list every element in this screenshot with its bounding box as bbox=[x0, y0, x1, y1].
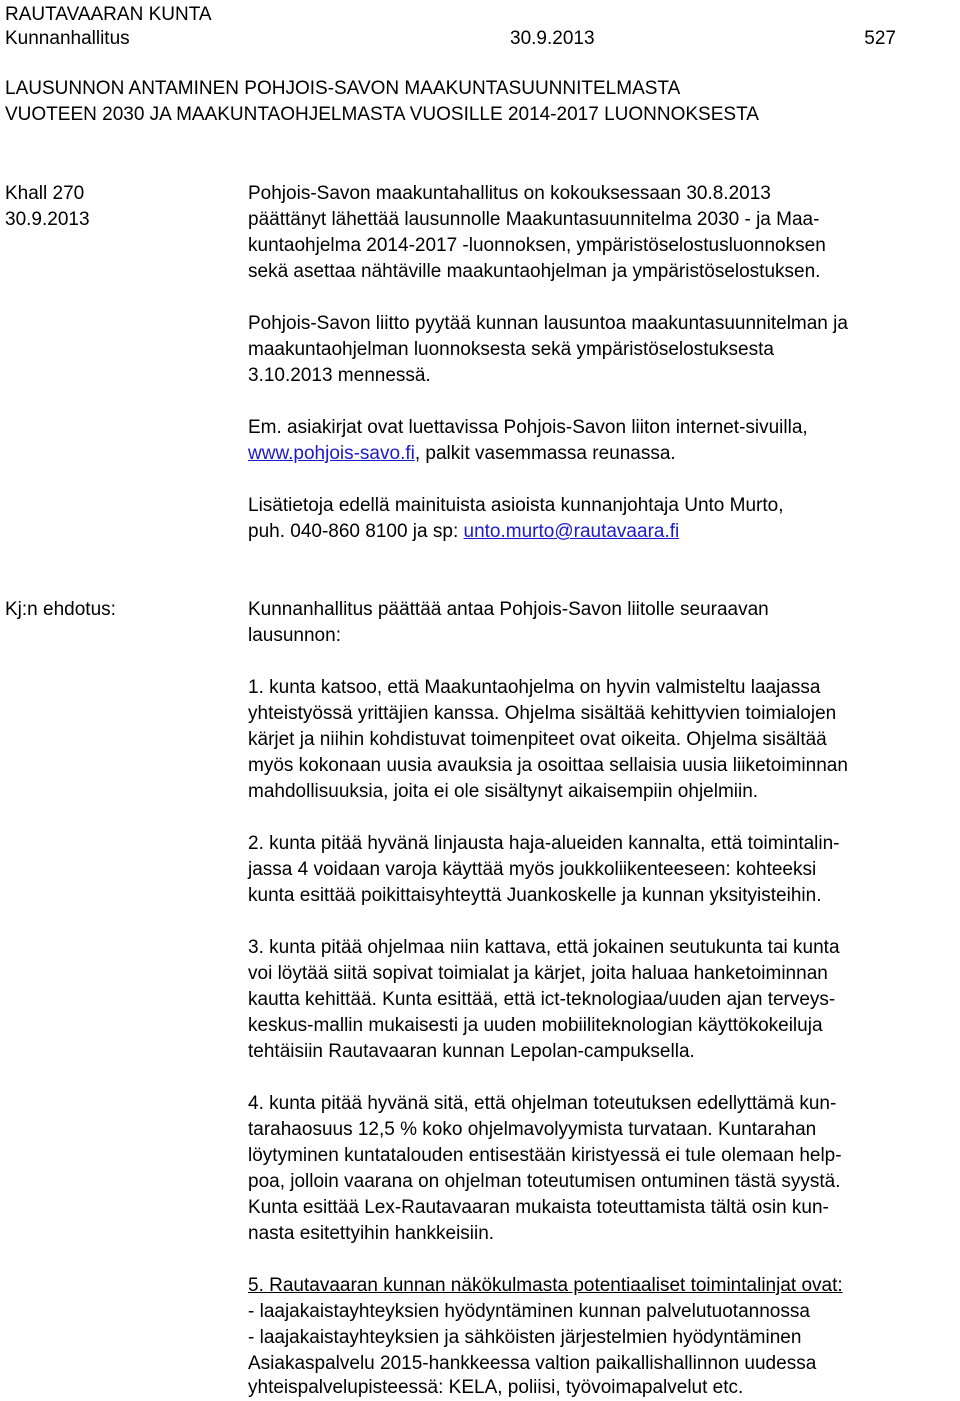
reference-date: 30.9.2013 bbox=[5, 209, 90, 230]
point3-line-1: 3. kunta pitää ohjelmaa niin kattava, että jokainen seutukunta tai kunta bbox=[248, 937, 840, 958]
proposal-label: Kj:n ehdotus: bbox=[5, 599, 116, 620]
intro-line-2: päättänyt lähettää lausunnolle Maakuntasuunnitelma 2030 - ja Maa- bbox=[248, 209, 820, 230]
point4-line-5: Kunta esittää Lex-Rautavaaran mukaista toteuttamista tältä osin kun- bbox=[248, 1197, 829, 1218]
point3-line-2: voi löytää siitä sopivat toimialat ja kärjet, joita haluaa hanketoiminnan bbox=[248, 963, 828, 984]
document-title-line-2: VUOTEEN 2030 JA MAAKUNTAOHJELMASTA VUOSILLE 2014-2017 LUONNOKSESTA bbox=[5, 104, 759, 125]
contact-phone-text: puh. 040-860 8100 ja sp: bbox=[248, 521, 464, 542]
docs-line-2 bbox=[248, 441, 676, 467]
docs-line-1: Em. asiakirjat ovat luettavissa Pohjois-Savon liiton internet-sivuilla, bbox=[248, 417, 808, 438]
meeting-date: 30.9.2013 bbox=[510, 28, 595, 49]
point5-line-4: yhteispalvelupisteessä: KELA, poliisi, työvoimapalvelut etc. bbox=[248, 1377, 744, 1398]
point1-line-1: 1. kunta katsoo, että Maakuntaohjelma on hyvin valmisteltu laajassa bbox=[248, 677, 821, 698]
proposal-line-2: lausunnon: bbox=[248, 625, 341, 646]
page-number: 527 bbox=[864, 28, 896, 49]
reference-number: Khall 270 bbox=[5, 183, 85, 204]
point4-line-2: tarahaosuus 12,5 % koko ohjelmavolyymista turvataan. Kuntarahan bbox=[248, 1119, 817, 1140]
point5-heading: 5. Rautavaaran kunnan näkökulmasta potentiaaliset toimintalinjat ovat: bbox=[248, 1275, 843, 1296]
docs-line-2-text: , palkit vasemmassa reunassa. bbox=[414, 443, 676, 464]
document-title-line-1: LAUSUNNON ANTAMINEN POHJOIS-SAVON MAAKUNTASUUNNITELMASTA bbox=[5, 78, 681, 99]
intro-line-1: Pohjois-Savon maakuntahallitus on kokouksessaan 30.8.2013 bbox=[248, 183, 771, 204]
point2-line-1: 2. kunta pitää hyvänä linjausta haja-alueiden kannalta, että toimintalin- bbox=[248, 833, 840, 854]
point1-line-4: myös kokonaan uusia avauksia ja osoittaa sellaisia uusia liiketoiminnan bbox=[248, 755, 848, 776]
point4-line-3: löytyminen kuntatalouden entisestään kiristyessä ei tule olemaan help- bbox=[248, 1145, 842, 1166]
contact-line-2 bbox=[248, 519, 679, 545]
point4-line-6: nasta esitettyihin hankkeisiin. bbox=[248, 1223, 495, 1244]
website-link[interactable]: www.pohjois-savo.fi bbox=[248, 443, 415, 464]
point4-line-4: poa, jolloin vaarana on ohjelman toteutumisen ontuminen tästä syystä. bbox=[248, 1171, 841, 1192]
point1-line-2: yhteistyössä yrittäjien kanssa. Ohjelma sisältää kehittyvien toimialojen bbox=[248, 703, 837, 724]
point3-line-4: keskus-mallin mukaisesti ja uuden mobiiliteknologian käyttökokeiluja bbox=[248, 1015, 823, 1036]
point5-line-2: - laajakaistayhteyksien ja sähköisten järjestelmien hyödyntäminen bbox=[248, 1327, 802, 1348]
governing-body: Kunnanhallitus bbox=[5, 28, 130, 49]
request-line-1: Pohjois-Savon liitto pyytää kunnan lausuntoa maakuntasuunnitelman ja bbox=[248, 313, 848, 334]
point4-line-1: 4. kunta pitää hyvänä sitä, että ohjelman toteutuksen edellyttämä kun- bbox=[248, 1093, 837, 1114]
intro-line-3: kuntaohjelma 2014-2017 -luonnoksen, ympäristöselostusluonnoksen bbox=[248, 235, 826, 256]
request-line-3: 3.10.2013 mennessä. bbox=[248, 365, 431, 386]
point2-line-3: kunta esittää poikittaisyhteyttä Juankoskelle ja kunnan yksityisteihin. bbox=[248, 885, 822, 906]
email-link[interactable]: unto.murto@rautavaara.fi bbox=[463, 521, 680, 542]
point5-line-3: Asiakaspalvelu 2015-hankkeessa valtion paikallishallinnon uudessa bbox=[248, 1353, 817, 1374]
intro-line-4: sekä asettaa nähtäville maakuntaohjelman ja ympäristöselostuksen. bbox=[248, 261, 821, 282]
proposal-line-1: Kunnanhallitus päättää antaa Pohjois-Savon liitolle seuraavan bbox=[248, 599, 769, 620]
point1-line-3: kärjet ja niihin kohdistuvat toimenpiteet ovat oikeita. Ohjelma sisältää bbox=[248, 729, 827, 750]
point2-line-2: jassa 4 voidaan varoja käyttää myös joukkoliikenteeseen: kohteeksi bbox=[248, 859, 817, 880]
point3-line-5: tehtäisiin Rautavaaran kunnan Lepolan-campuksella. bbox=[248, 1041, 695, 1062]
contact-line-1: Lisätietoja edellä mainituista asioista kunnanjohtaja Unto Murto, bbox=[248, 495, 784, 516]
request-line-2: maakuntaohjelman luonnoksesta sekä ympäristöselostuksesta bbox=[248, 339, 774, 360]
point5-line-1: - laajakaistayhteyksien hyödyntäminen kunnan palvelutuotannossa bbox=[248, 1301, 810, 1322]
point3-line-3: kautta kehittää. Kunta esittää, että ict-teknologiaa/uuden ajan terveys- bbox=[248, 989, 836, 1010]
point1-line-5: mahdollisuuksia, joita ei ole sisältynyt aikaisempiin ohjelmiin. bbox=[248, 781, 759, 802]
municipality-name: RAUTAVAARAN KUNTA bbox=[5, 4, 212, 25]
